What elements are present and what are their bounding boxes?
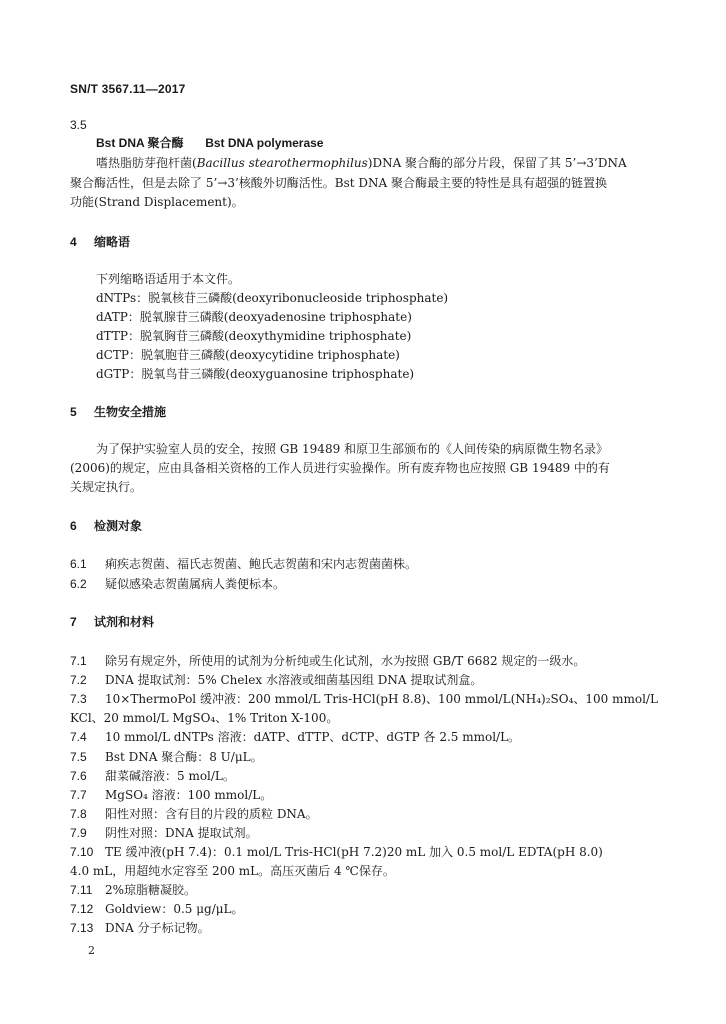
reagent-item-continuation: KCl、20 mmol/L MgSO₄、1% Triton X-100。 [70,711,339,725]
detection-target-item [70,575,285,592]
reagent-item [70,843,603,860]
item-number: 6.1 [70,557,87,571]
term-definition-line-1 [96,154,627,173]
section-title: 生物安全措施 [94,405,167,419]
section-heading-4 [70,233,130,250]
term-heading [96,134,323,153]
item-number: 7.4 [70,730,87,744]
item-number: 7.9 [70,826,87,840]
reagent-item [70,824,258,841]
detection-target-item [70,555,417,572]
item-number: 7.12 [70,902,94,916]
clause-number-3-5: 3.5 [70,118,87,132]
reagent-item [70,728,520,745]
reagent-item [70,652,585,669]
standard-code-header: SN/T 3567.11—2017 [70,82,186,96]
item-number: 7.11 [70,883,93,897]
abbreviation-item: dCTP：脱氧胞苷三磷酸(deoxycytidine triphosphate) [96,348,400,362]
section-title: 试剂和材料 [94,615,155,629]
reagent-item [70,767,235,784]
item-text: DNA 提取试剂：5% Chelex 水溶液或细菌基因组 DNA 提取试剂盒。 [105,673,483,687]
item-text: TE 缓冲液(pH 7.4)：0.1 mol/L Tris-HCl(pH 7.2)20 mL 加入 0.5 mol/L EDTA(pH 8.0) [105,845,603,859]
item-text: Bst DNA 聚合酶：8 U/μL。 [105,750,263,764]
abbreviation-item: dNTPs：脱氧核苷三磷酸(deoxyribonucleoside triphosphate) [96,291,449,305]
abbreviation-item: dGTP：脱氧鸟苷三磷酸(deoxyguanosine triphosphate) [96,367,415,381]
section-heading-7 [70,613,154,630]
item-text: Goldview：0.5 μg/μL。 [105,902,244,916]
def-pre: 嗜热脂肪芽孢杆菌( [96,156,197,170]
item-text: 痢疾志贺菌、福氏志贺菌、鲍氏志贺菌和宋内志贺菌菌株。 [105,557,418,571]
abbreviation-item: dATP：脱氧腺苷三磷酸(deoxyadenosine triphosphate) [96,310,412,324]
section-number: 5 [70,405,77,419]
reagent-item [70,881,196,898]
reagent-item [70,805,318,822]
section-heading-5 [70,403,166,420]
item-text: 阴性对照：DNA 提取试剂。 [105,826,258,840]
item-text: 除另有规定外，所使用的试剂为分析纯或生化试剂，水为按照 GB/T 6682 规定的一级水。 [105,654,586,668]
reagent-item [70,786,272,803]
item-text: DNA 分子标记物。 [105,921,210,935]
section-number: 6 [70,519,77,533]
item-number: 7.3 [70,692,87,706]
item-number: 7.5 [70,750,87,764]
section-number: 7 [70,615,77,629]
item-text: 甜菜碱溶液：5 mol/L。 [105,769,235,783]
section-number: 4 [70,235,77,249]
term-definition-line-2: 聚合酶活性，但是去除了 5’→3’核酸外切酶活性。Bst DNA 聚合酶最主要的特性是具有超强的链置换 [70,176,607,190]
section-heading-6 [70,517,142,534]
reagent-item [70,671,482,688]
page-number: 2 [88,944,95,957]
item-number: 7.13 [70,921,94,935]
species-name: Bacillus stearothermophilus [196,156,368,170]
item-number: 6.2 [70,577,87,591]
def-post: )DNA 聚合酶的部分片段，保留了其 5’→3’DNA [367,156,627,170]
reagent-item [70,919,210,936]
reagent-item-continuation: 4.0 mL，用超纯水定容至 200 mL。高压灭菌后 4 ℃保存。 [70,864,395,878]
section-title: 缩略语 [94,235,131,249]
item-text: 疑似感染志贺菌属病人粪便标本。 [105,577,286,591]
reagent-item [70,690,658,707]
item-number: 7.6 [70,769,87,783]
item-number: 7.1 [70,654,87,668]
item-number: 7.10 [70,845,94,859]
biosafety-line-1: 为了保护实验室人员的安全，按照 GB 19489 和原卫生部颁布的《人间传染的病原微生物名录》 [96,442,609,456]
abbreviation-item: dTTP：脱氧胸苷三磷酸(deoxythymidine triphosphate) [96,329,412,343]
item-number: 7.7 [70,788,87,802]
item-number: 7.8 [70,807,87,821]
term-definition-line-3: 功能(Strand Displacement)。 [70,195,244,209]
biosafety-line-2: (2006)的规定，应由具备相关资格的工作人员进行实验操作。所有废弃物也应按照 GB 19489 中的有 [70,461,610,475]
item-text: 阳性对照：含有目的片段的质粒 DNA。 [105,807,318,821]
abbreviations-intro: 下列缩略语适用于本文件。 [96,272,241,286]
term-cn: Bst DNA 聚合酶 [96,136,184,150]
term-en: Bst DNA polymerase [205,136,324,150]
item-number: 7.2 [70,673,87,687]
item-text: 10×ThermoPol 缓冲液：200 mmol/L Tris-HCl(pH 8.8)、100 mmol/L(NH₄)₂SO₄、100 mmol/L [105,692,658,706]
item-text: 10 mmol/L dNTPs 溶液：dATP、dTTP、dCTP、dGTP 各 2.5 mmol/L。 [105,730,521,744]
item-text: 2%琼脂糖凝胶。 [105,883,197,897]
reagent-item [70,748,263,765]
biosafety-line-3: 关规定执行。 [70,480,143,494]
reagent-item [70,900,244,917]
section-title: 检测对象 [94,519,143,533]
item-text: MgSO₄ 溶液：100 mmol/L。 [105,788,273,802]
